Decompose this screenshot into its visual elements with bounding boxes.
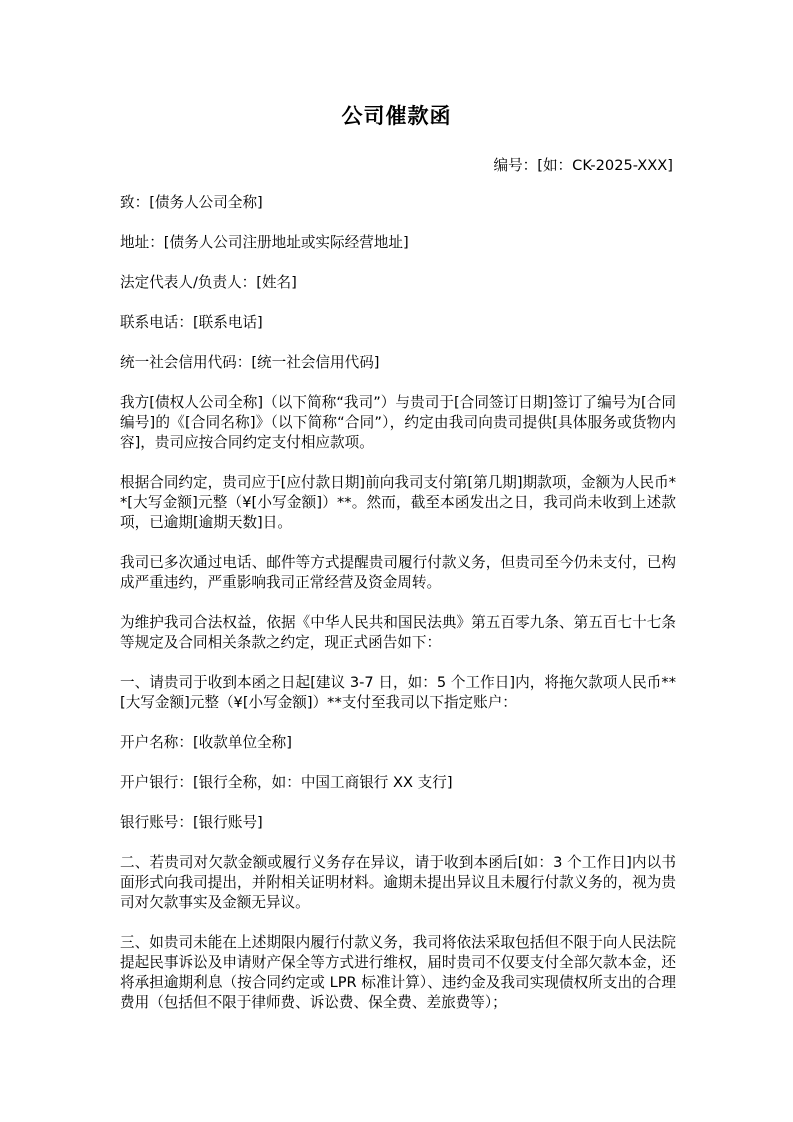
document-number: 编号：[如：CK-2025-XXX] [493,157,673,174]
legal-representative-line: 法定代表人/负责人：[姓名] [120,274,297,291]
credit-code-line: 统一社会信用代码：[统一社会信用代码] [120,354,380,371]
reminder-paragraph: 我司已多次通过电话、邮件等方式提醒贵司履行付款义务，但贵司至今仍未支付，已构成严重违约，严重影响我司正常经营及资金周转。 [120,554,676,591]
clause-three-paragraph: 三、如贵司未能在上述期限内履行付款义务，我司将依法采取包括但不限于向人民法院提起民事诉讼及申请财产保全等方式进行维权，届时贵司不仅要支付全部欠款本金，还将承担逾期利息（按合同约定或 LPR 标准计算）、违约金及我司实现债权所支出的合理费用（包括但不限于律师费、诉讼费、保全费、差旅费等）； [120,934,676,1011]
address-line: 地址：[债务人公司注册地址或实际经营地址] [120,234,409,251]
account-number-line: 银行账号：[银行账号] [120,814,263,831]
account-name-line: 开户名称：[收款单位全称] [120,734,292,751]
phone-line: 联系电话：[联系电话] [120,314,263,331]
document-title: 公司催款函 [341,103,452,128]
recipient-line: 致：[债务人公司全称] [120,194,263,211]
clause-two-paragraph: 二、若贵司对欠款金额或履行义务存在异议，请于收到本函后[如：3 个工作日]内以书面形式向我司提出，并附相关证明材料。逾期未提出异议且未履行付款义务的，视为贵司对欠款事实及金额无异议。 [120,854,676,911]
legal-basis-paragraph: 为维护我司合法权益，依据《中华人民共和国民法典》第五百零九条、第五百七十七条等规定及合同相关条款之约定，现正式函告如下： [120,614,676,651]
payment-due-paragraph: 根据合同约定，贵司应于[应付款日期]前向我司支付第[第几期]期款项，金额为人民币**[大写金额]元整（¥[小写金额]）**。然而，截至本函发出之日，我司尚未收到上述款项，已逾期[逾期天数]日。 [120,474,676,531]
clause-one-paragraph: 一、请贵司于收到本函之日起[建议 3-7 日，如：5 个工作日]内，将拖欠款项人民币**[大写金额]元整（¥[小写金额]）**支付至我司以下指定账户： [120,674,676,711]
contract-paragraph: 我方[债权人公司全称]（以下简称“我司”）与贵司于[合同签订日期]签订了编号为[合同编号]的《[合同名称]》（以下简称“合同”），约定由我司向贵司提供[具体服务或货物内容]，贵司应按合同约定支付相应款项。 [120,394,676,451]
document-body [120,193,676,1033]
bank-name-line: 开户银行：[银行全称，如：中国工商银行 XX 支行] [120,774,453,791]
